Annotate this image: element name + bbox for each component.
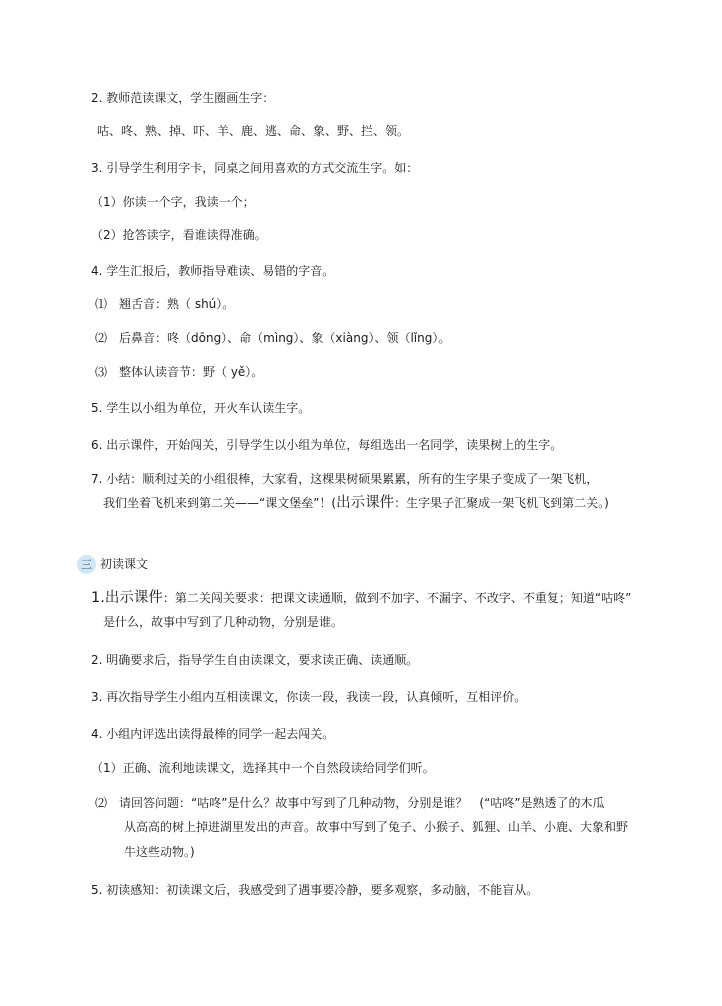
requirement-1-text: ：第二关闯关要求：把课文读通顺，做到不加字、不漏字、不改字、不重复；知道“咕咚”	[162, 591, 632, 605]
pronunciation-nasal: ⑵ 后鼻音：咚（dōng）、命（mìng）、象（xiàng）、领（lǐng）。	[95, 331, 451, 345]
step-4: 4. 学生汇报后，教师指导难读、易错的字音。	[91, 264, 335, 278]
answer-continued-1: 从高高的树上掉进湖里发出的声音。故事中写到了兔子、小猴子、狐狸、山羊、小鹿、大象和野	[124, 820, 629, 834]
reading-step-2: 2. 明确要求后，指导学生自由读课文，要求读正确、读通顺。	[91, 653, 419, 667]
courseware-note: ：生字果子汇聚成一架飞机飞到第二关。)	[394, 496, 609, 510]
pronunciation-retroflex: ⑴ 翘舌音：熟（ shú）。	[95, 297, 235, 311]
step-7-continued	[103, 495, 609, 511]
step-3: 3. 引导学生利用字卡，同桌之间用喜欢的方式交流生字。如：	[91, 161, 419, 175]
requirement-1	[91, 590, 631, 606]
pronunciation-whole-syllable: ⑶ 整体认读音节：野（ yě）。	[95, 365, 264, 379]
requirement-1-number: 1.	[91, 590, 105, 606]
step-2: 2. 教师范读课文，学生圈画生字：	[91, 91, 275, 105]
step-3-sub-2: （2）抢答读字，看谁读得准确。	[91, 228, 267, 242]
courseware-label: 出示课件	[336, 495, 395, 511]
reading-step-4-sub-1: （1）正确、流利地读课文，选择其中一个自然段读给同学们听。	[91, 761, 435, 775]
answer-continued-2: 牛这些动物。)	[124, 845, 195, 859]
step-7: 7. 小结：顺利过关的小组很棒，大家看，这棵果树硕果累累，所有的生字果子变成了一架飞机，	[91, 472, 599, 486]
character-list: 咕、咚、熟、掉、吓、羊、鹿、逃、命、象、野、拦、领。	[97, 124, 410, 138]
reading-step-3: 3. 再次指导学生小组内互相读课文，你读一段，我读一段，认真倾听，互相评价。	[91, 690, 527, 704]
section-title: 初读课文	[100, 557, 149, 571]
step-5: 5. 学生以小组为单位，开火车认读生字。	[91, 401, 311, 415]
step-3-sub-1: （1）你读一个字，我读一个；	[91, 195, 255, 209]
reading-step-4: 4. 小组内评选出读得最棒的同学一起去闯关。	[91, 727, 335, 741]
courseware-label: 出示课件	[104, 590, 163, 606]
reading-step-5: 5. 初读感知：初读课文后，我感受到了遇事要冷静，要多观察，多动脑，不能盲从。	[91, 883, 539, 897]
requirement-1-continued: 是什么，故事中写到了几种动物，分别是谁。	[103, 615, 344, 629]
step-7-text: 我们坐着飞机来到第二关——“课文堡垒”！(	[103, 496, 337, 510]
section-number-badge: 三	[77, 555, 96, 574]
reading-step-4-sub-2: ⑵ 请回答问题：“咕咚”是什么？故事中写到了几种动物，分别是谁？ (“咕咚”是熟透了的木瓜	[95, 796, 605, 810]
step-6: 6. 出示课件，开始闯关，引导学生以小组为单位，每组选出一名同学，读果树上的生字。	[91, 438, 563, 452]
